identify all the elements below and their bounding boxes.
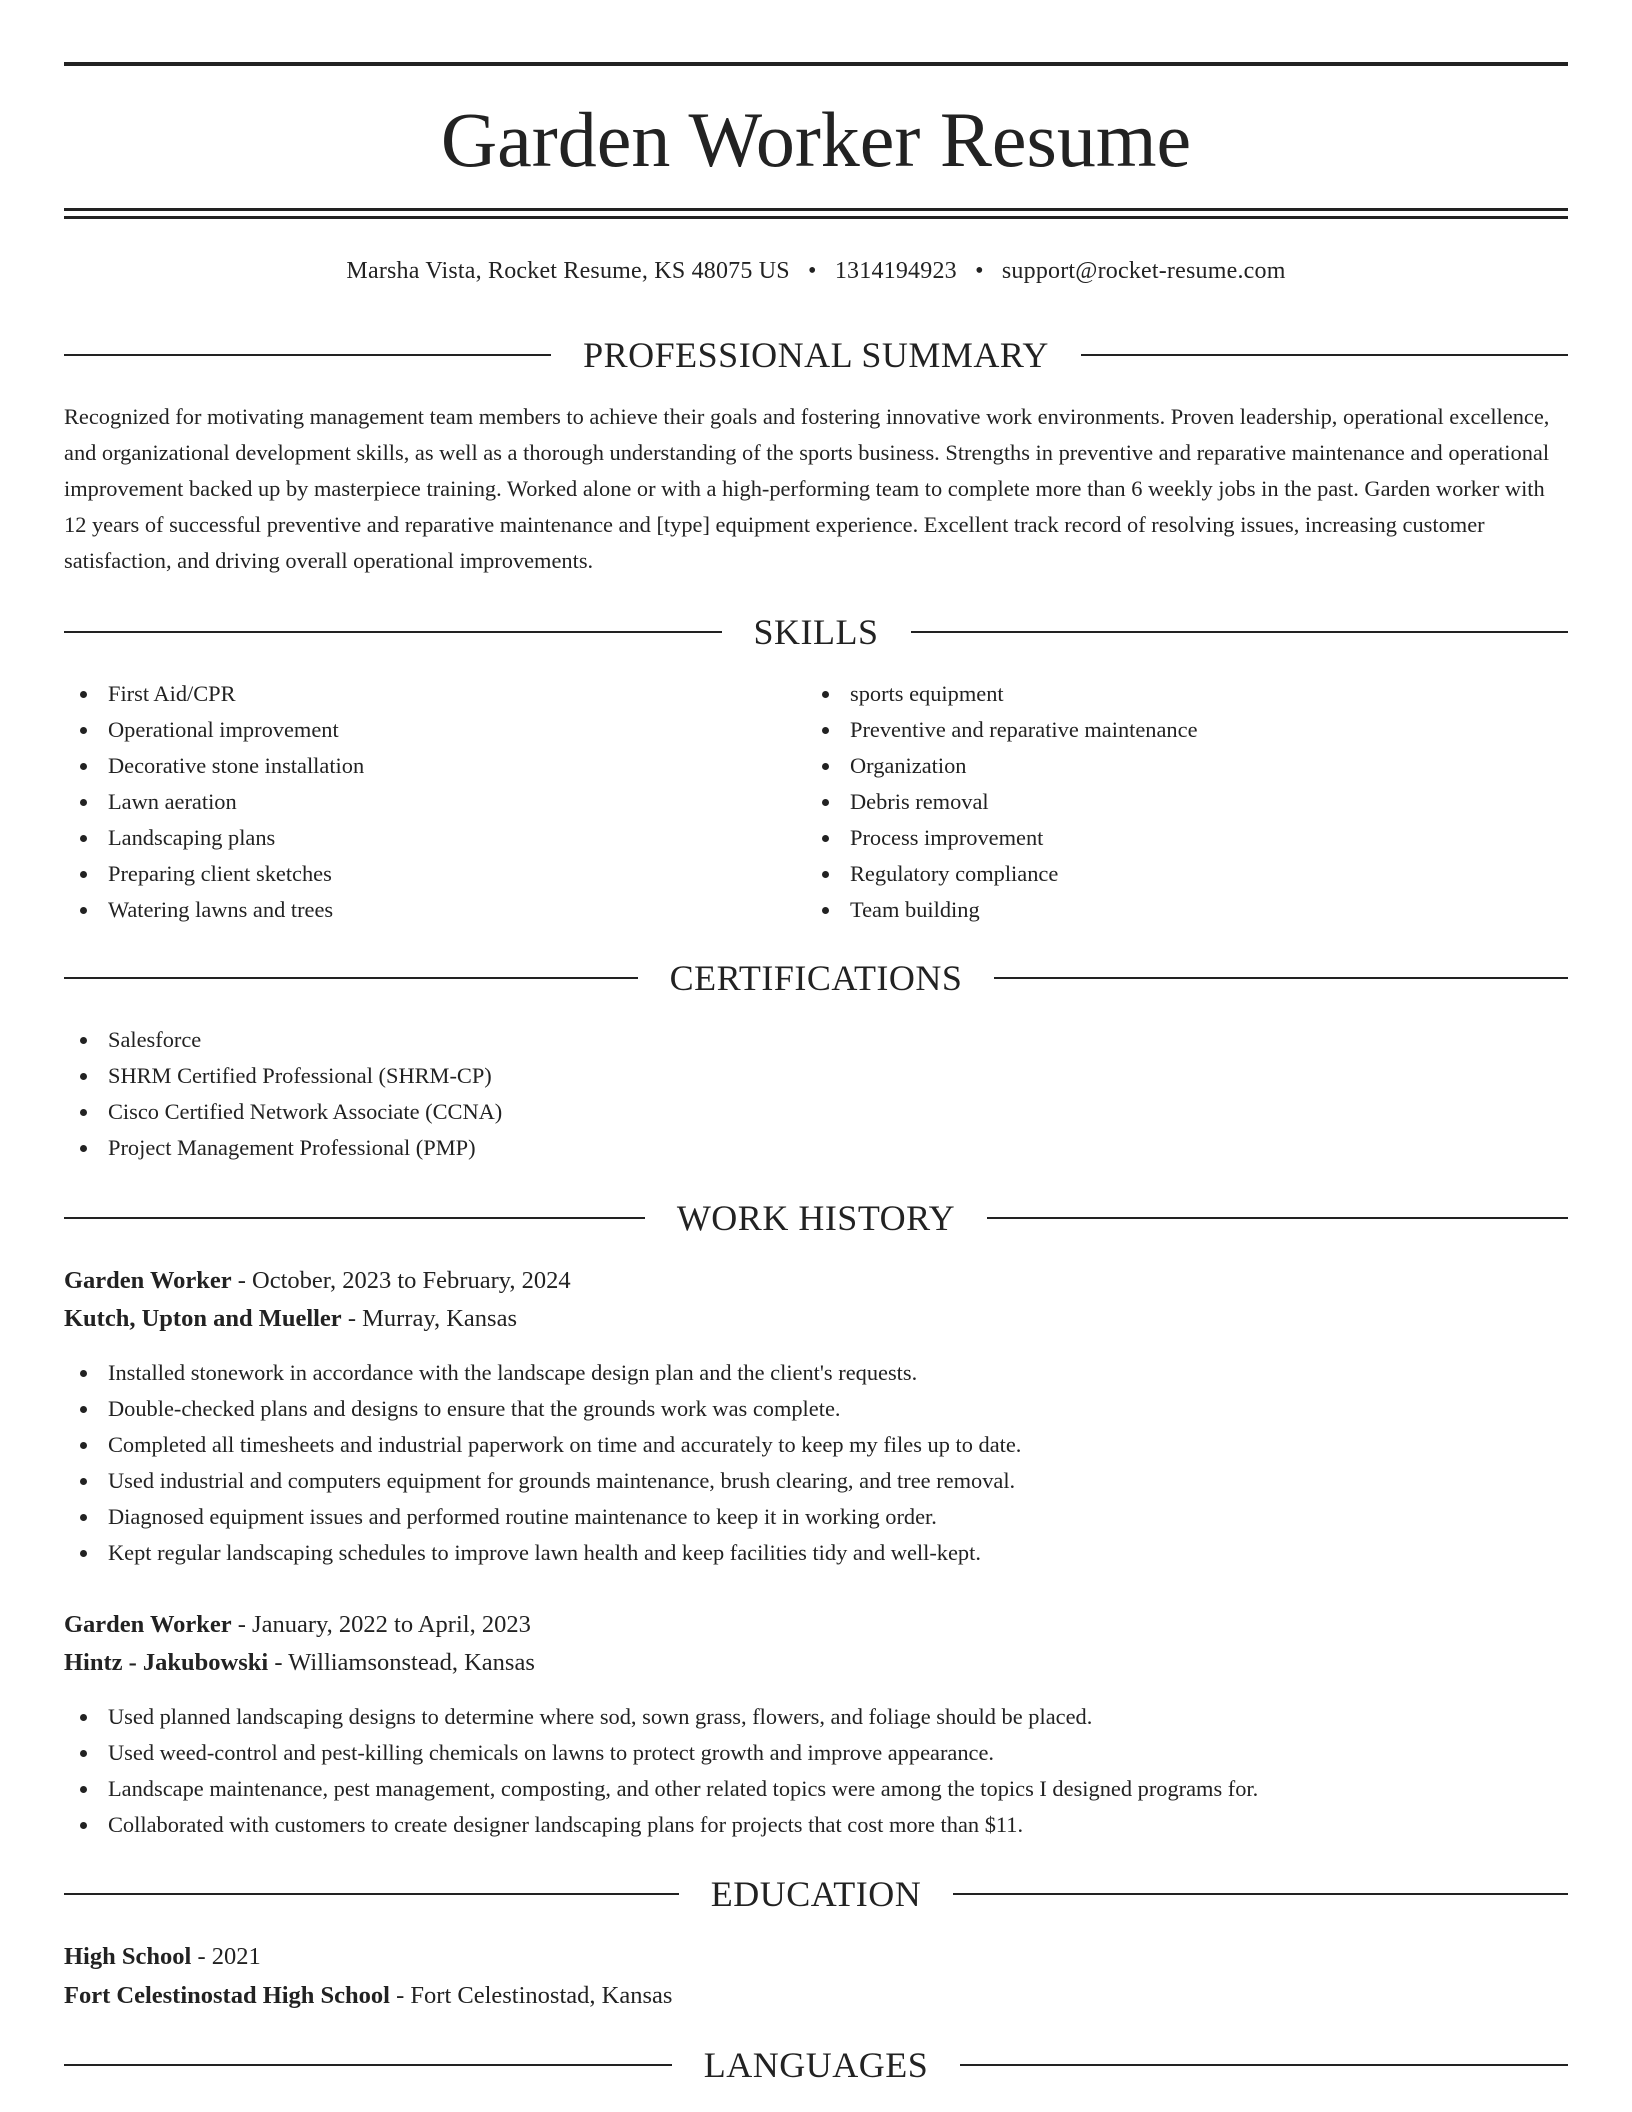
- job-title: Garden Worker: [64, 1611, 232, 1638]
- section-rule: [64, 631, 722, 633]
- education-school-line: [64, 1978, 1568, 2014]
- section-rule: [64, 977, 638, 979]
- skill-item: Preventive and reparative maintenance: [806, 712, 1198, 748]
- section-header-education: [64, 1872, 1568, 1916]
- certification-item: Project Management Professional (PMP): [64, 1130, 502, 1166]
- section-header-languages: [64, 2043, 1568, 2087]
- section-title: PROFESSIONAL SUMMARY: [583, 335, 1049, 375]
- education-degree: High School: [64, 1943, 192, 1970]
- contact-separator: •: [975, 258, 984, 284]
- section-title: WORK HISTORY: [676, 1198, 956, 1238]
- job-bullet: Used industrial and computers equipment for grounds maintenance, brush clearing, and tree removal.: [64, 1463, 1021, 1499]
- skill-item: Decorative stone installation: [64, 748, 364, 784]
- job-bullet: Diagnosed equipment issues and performed routine maintenance to keep it in working order.: [64, 1499, 1021, 1535]
- section-title: LANGUAGES: [703, 2045, 929, 2085]
- skill-item: Team building: [806, 892, 1198, 928]
- section-rule: [994, 977, 1568, 979]
- job-bullet: Double-checked plans and designs to ensure that the grounds work was complete.: [64, 1391, 1021, 1427]
- title-double-rule-upper: [64, 208, 1568, 211]
- contact-phone: 1314194923: [834, 258, 957, 284]
- education-year: - 2021: [191, 1943, 261, 1970]
- skills-list-left: [64, 676, 364, 928]
- job-title-line: [64, 1607, 1568, 1643]
- certification-item: Salesforce: [64, 1022, 502, 1058]
- job-bullet: Collaborated with customers to create designer landscaping plans for projects that cost more than $11.: [64, 1807, 1258, 1843]
- skill-item: First Aid/CPR: [64, 676, 364, 712]
- skill-item: Organization: [806, 748, 1198, 784]
- job-location: - Murray, Kansas: [341, 1305, 517, 1332]
- education-degree-line: [64, 1939, 1568, 1975]
- contact-line: [64, 254, 1568, 288]
- education-school: Fort Celestinostad High School: [64, 1982, 390, 2009]
- job-dates: - January, 2022 to April, 2023: [231, 1611, 531, 1638]
- skill-item: Landscaping plans: [64, 820, 364, 856]
- section-rule: [64, 1217, 645, 1219]
- section-rule: [960, 2064, 1568, 2066]
- job-bullet: Completed all timesheets and industrial paperwork on time and accurately to keep my files up to date.: [64, 1427, 1021, 1463]
- title-double-rule-lower: [64, 216, 1568, 219]
- top-rule: [64, 62, 1568, 66]
- section-header-summary: [64, 333, 1568, 377]
- job-bullet: Installed stonework in accordance with the landscape design plan and the client's requests.: [64, 1355, 1021, 1391]
- section-title: SKILLS: [753, 612, 879, 652]
- section-header-certifications: [64, 956, 1568, 1000]
- section-header-skills: [64, 610, 1568, 654]
- skill-item: Regulatory compliance: [806, 856, 1198, 892]
- section-rule: [64, 354, 551, 356]
- section-rule: [64, 2064, 672, 2066]
- summary-text: Recognized for motivating management team members to achieve their goals and fostering innovative work environments. Proven leadership, operational excellence, and organizational development skills, as well as a thorough understanding of the sports business. Strengths in preventive and reparative maintenance and operational improvement backed up by masterpiece training. Worked alone or with a high-performing team to complete more than 6 weekly jobs in the past. Garden worker with 12 years of successful preventive and reparative maintenance and [type] equipment experience. Excellent track record of resolving issues, increasing customer satisfaction, and driving overall operational improvements.: [64, 404, 1550, 573]
- skill-item: Process improvement: [806, 820, 1198, 856]
- certification-item: SHRM Certified Professional (SHRM-CP): [64, 1058, 502, 1094]
- section-rule: [987, 1217, 1568, 1219]
- section-title: EDUCATION: [710, 1874, 922, 1914]
- job-title: Garden Worker: [64, 1267, 232, 1294]
- section-title: CERTIFICATIONS: [669, 958, 963, 998]
- section-rule: [1081, 354, 1568, 356]
- contact-address: Marsha Vista, Rocket Resume, KS 48075 US: [346, 258, 790, 284]
- job-bullet: Landscape maintenance, pest management, composting, and other related topics were among the topics I designed programs for.: [64, 1771, 1258, 1807]
- contact-separator: •: [808, 258, 817, 284]
- skill-item: Preparing client sketches: [64, 856, 364, 892]
- job-company-line: [64, 1301, 1568, 1337]
- skill-item: sports equipment: [806, 676, 1198, 712]
- section-rule: [911, 631, 1569, 633]
- certifications-list: [64, 1022, 502, 1166]
- job-dates: - October, 2023 to February, 2024: [231, 1267, 571, 1294]
- education-location: - Fort Celestinostad, Kansas: [390, 1982, 673, 2009]
- job-bullet: Kept regular landscaping schedules to improve lawn health and keep facilities tidy and well-kept.: [64, 1535, 1021, 1571]
- job-bullets: [64, 1355, 1021, 1571]
- skill-item: Lawn aeration: [64, 784, 364, 820]
- section-rule: [64, 1893, 679, 1895]
- job-bullet: Used planned landscaping designs to determine where sod, sown grass, flowers, and foliage should be placed.: [64, 1699, 1258, 1735]
- job-location: - Williamsonstead, Kansas: [268, 1649, 535, 1676]
- section-header-work-history: [64, 1196, 1568, 1240]
- skill-item: Operational improvement: [64, 712, 364, 748]
- skills-list-right: [806, 676, 1198, 928]
- job-title-line: [64, 1263, 1568, 1299]
- skill-item: Debris removal: [806, 784, 1198, 820]
- job-company-line: [64, 1645, 1568, 1681]
- certification-item: Cisco Certified Network Associate (CCNA): [64, 1094, 502, 1130]
- job-company: Hintz - Jakubowski: [64, 1649, 269, 1676]
- skill-item: Watering lawns and trees: [64, 892, 364, 928]
- job-company: Kutch, Upton and Mueller: [64, 1305, 342, 1332]
- contact-email: support@rocket-resume.com: [1001, 258, 1286, 284]
- section-rule: [953, 1893, 1568, 1895]
- job-bullet: Used weed-control and pest-killing chemicals on lawns to protect growth and improve appearance.: [64, 1735, 1258, 1771]
- resume-title: Garden Worker Resume: [440, 96, 1192, 183]
- job-bullets: [64, 1699, 1258, 1843]
